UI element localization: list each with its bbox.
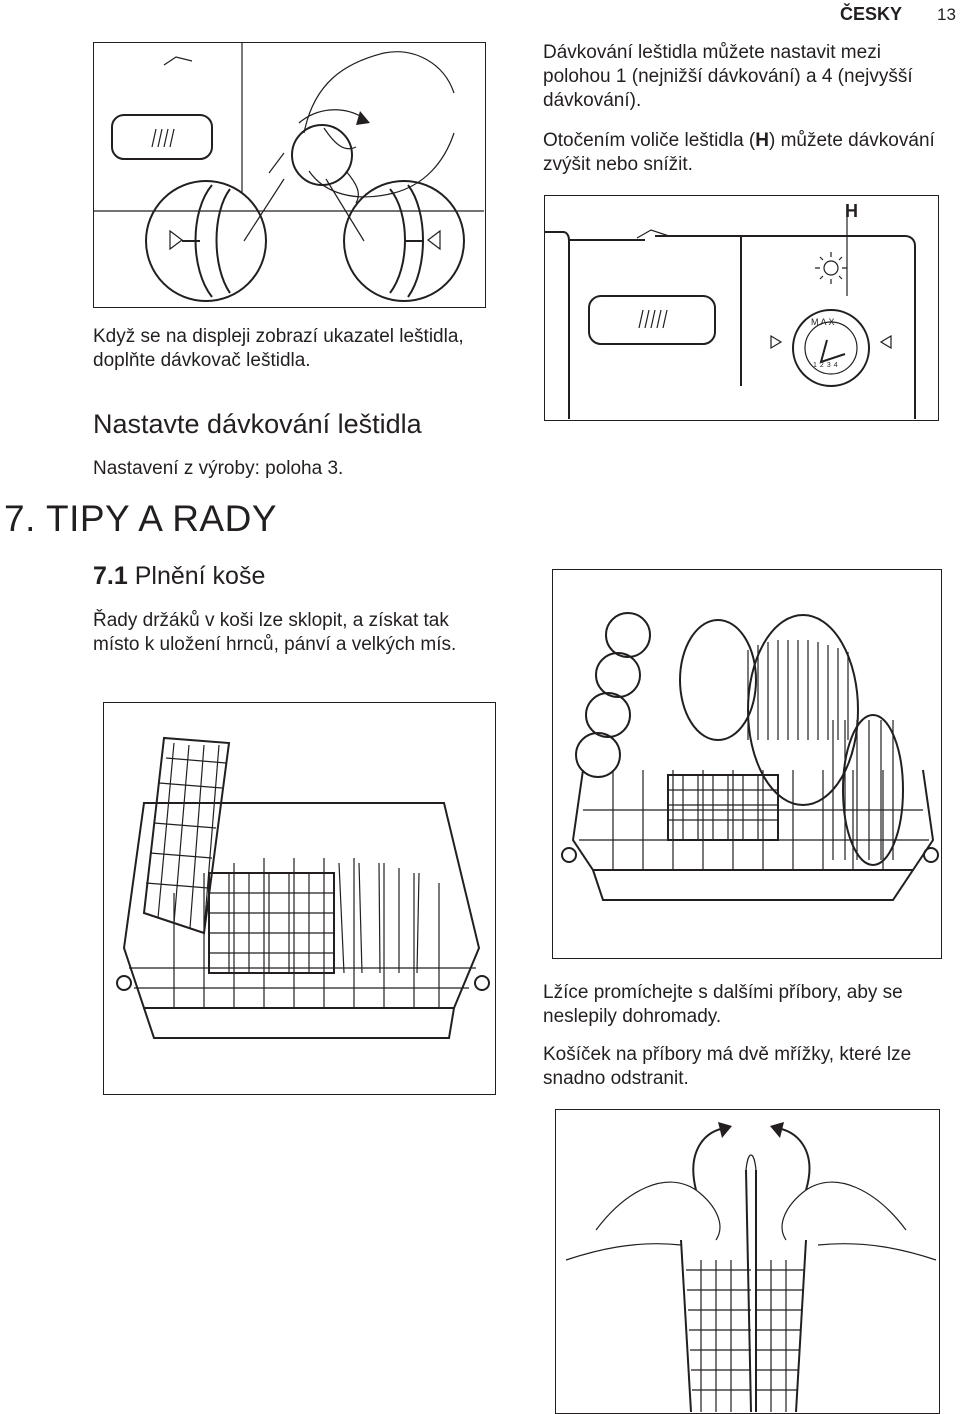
refill-note-text: Když se na displeji zobrazí ukazatel leštidla, doplňte dávkovač leštidla. [93, 326, 464, 371]
grid-top-handles [746, 1155, 756, 1170]
basket-wheel-left [117, 976, 131, 990]
dial-right-marker [881, 336, 891, 348]
dial-numbers [813, 362, 853, 369]
plate-large [748, 615, 858, 805]
zoom-circle-left [146, 181, 266, 301]
figure-hand-dial [93, 42, 486, 308]
subsection-title: Plnění koše [134, 562, 266, 590]
cup-2 [596, 653, 640, 697]
basket-outline [124, 803, 479, 1008]
rotation-arrow-head [356, 111, 370, 125]
arrow-right-arc [776, 1128, 809, 1190]
zoom-left-dial-arcs [196, 185, 231, 297]
factory-setting-text: Nastavení z výroby: poloha 3. [93, 458, 344, 479]
plate-rack-prongs [339, 863, 419, 973]
subheading-dosage: Nastavte dávkování leštidla [93, 409, 422, 439]
bowl [680, 620, 756, 740]
grid-left-mesh [686, 1260, 751, 1412]
dial-number-2: 2 [819, 362, 824, 369]
grid-right-edges [756, 1170, 806, 1412]
dispenser-illustration [545, 196, 937, 419]
figure-cutlery-grids [555, 1109, 940, 1414]
arrow-left-arc [693, 1128, 726, 1190]
basket-wheel-right [924, 848, 938, 862]
cutlery-basket [668, 775, 778, 840]
figure-dispenser-dial [544, 195, 939, 421]
basket-horizontal-wires [129, 968, 476, 988]
section-title: TIPY A RADY [45, 498, 278, 539]
basket-folded-illustration [104, 703, 494, 1093]
cutlery-basket-grid [668, 775, 778, 840]
hand-dial-illustration [94, 43, 484, 306]
dispenser-lid-button [589, 296, 715, 344]
page-number: 13 [937, 5, 956, 24]
plate-small [843, 715, 903, 865]
subsection-heading [93, 562, 265, 591]
dial-number-3: 3 [826, 362, 831, 369]
hand-detail [269, 153, 358, 203]
cup-4 [576, 733, 620, 777]
basket-plates-illustration [553, 570, 940, 957]
rinse-aid-icon [152, 129, 174, 147]
arrow-right-head [770, 1122, 784, 1138]
section-heading [4, 498, 277, 540]
left-hand-outline [566, 1182, 720, 1260]
rinse-aid-dosage-text: Dávkování leštidla můžete nastavit mezi polohou 1 (nejnižší dávkování) a 4 (nejvyšší dávkování). [543, 42, 913, 111]
dial-knob [292, 125, 352, 185]
basket-wheel-right [475, 976, 489, 990]
dispenser-callout-h: H [845, 201, 858, 221]
rinse-aid-dial-text-bold: H [755, 130, 769, 151]
section-number: 7. [4, 498, 36, 539]
panel-tab [164, 57, 192, 65]
rinse-aid-sun-icon [815, 252, 847, 284]
basket-loading-text: Řady držáků v koši lze sklopit, a získat tak místo k uložení hrnců, pánví a velkých mís. [93, 610, 457, 655]
cutlery-grids-illustration [556, 1110, 938, 1412]
rinse-aid-dial-text-prefix: Otočením voliče leštidla ( [543, 130, 756, 151]
cutlery-basket-grid [209, 873, 334, 973]
basket-base [593, 870, 913, 900]
figure-basket-folded [103, 702, 496, 1095]
dial-left-marker [771, 336, 781, 348]
dial-number-1: 1 [813, 362, 817, 369]
dispenser-right-edge [741, 236, 915, 419]
folded-rack-grid [146, 743, 226, 931]
rinse-aid-dial-text-suffix: ) můžete dávkování zvýšit nebo snížit. [543, 130, 935, 175]
zoom-left-triangle [170, 231, 182, 249]
basket-horizontal-wires [579, 810, 929, 840]
basket-base [144, 1008, 454, 1038]
rinse-aid-icon [639, 310, 667, 328]
dial-pointer [821, 340, 845, 362]
cup-1 [606, 613, 650, 657]
cutlery-basket-text: Košíček na příbory má dvě mřížky, které lze snadno odstranit. [543, 1044, 912, 1089]
rinse-aid-dial-text [543, 129, 943, 177]
basket-wheel-left [562, 848, 576, 862]
dispenser-left-edge [545, 232, 569, 419]
arrow-left-head [718, 1122, 732, 1138]
subsection-number: 7.1 [93, 562, 128, 590]
cutlery-basket [209, 873, 334, 973]
dial-max-label: MAX [811, 317, 837, 327]
spoon-mixing-text: Lžíce promíchejte s dalšími příbory, aby se neslepily dohromady. [543, 982, 903, 1027]
cup-3 [586, 693, 630, 737]
hand-outline-top [304, 52, 454, 133]
figure-basket-plates [552, 569, 942, 959]
header-language: ČESKY [840, 4, 903, 24]
dispenser-lid-button [112, 115, 212, 159]
dial-number-4: 4 [833, 362, 838, 369]
zoom-right-triangle [428, 231, 440, 249]
folded-rack-left [144, 738, 229, 933]
zoom-connector-lines [244, 179, 364, 241]
